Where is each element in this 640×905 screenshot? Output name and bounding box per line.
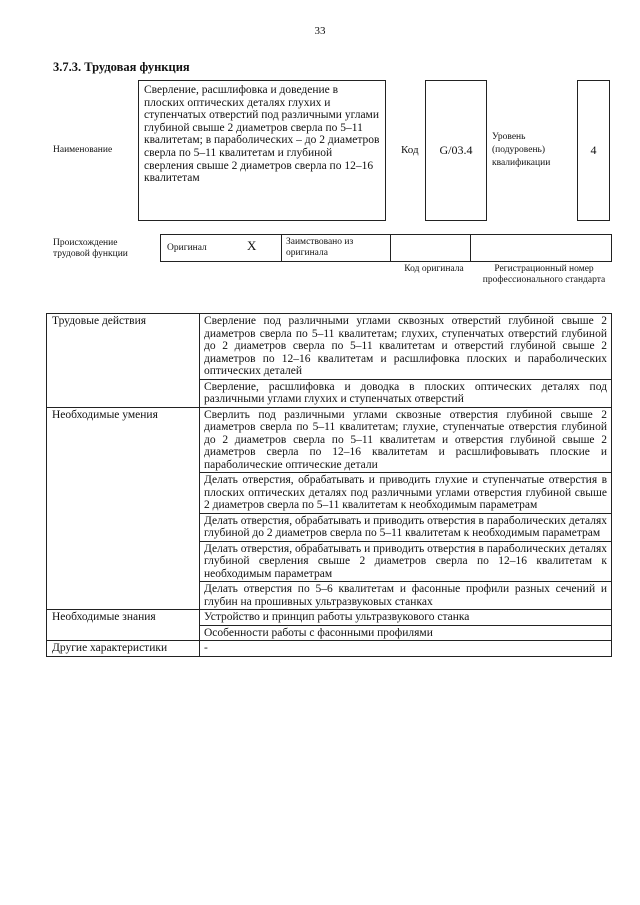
- section-heading: 3.7.3. Трудовая функция: [53, 60, 190, 74]
- table-row: [47, 314, 612, 380]
- category-cell: Необходимые умения: [47, 407, 200, 610]
- text-cell: Особенности работы с фасонными профилями: [200, 625, 612, 641]
- divider-1: [281, 235, 282, 261]
- text-cell: Делать отверстия по 5–6 квалитетам и фасонные профили разных сечений и глубин на прошивных ультразвуковых станках: [200, 582, 612, 610]
- text-cell: Сверление под различными углами сквозных отверстий глубиной свыше 2 диаметров сверла по 5–11 квалитетам; глухих, ступенчатых отверстий глубиной до 2 диаметров сверла по 5–11 квалитетам и отверстий глубиной свыше 2 диаметров по 12–16 квалитетам и расшлифовка плоских и параболических оптических деталей: [200, 314, 612, 380]
- text-cell: Сверление, расшлифовка и доводка в плоских оптических деталях под различными углами глухих и ступенчатых отверстий: [200, 379, 612, 407]
- original-mark: X: [247, 238, 257, 253]
- reg-number-label: Регистрационный номер профессионального стандарта: [482, 264, 606, 285]
- name-value: Сверление, расшлифовка и доведение в плоских оптических деталях глухих и ступенчатых отверстий под различными углами глубиной свыше 2 диаметров сверла по 5–11 квалитетам; в параболических – до 2 диаметров сверла по 5–11 квалитетам и глубиной сверления свыше 2 диаметров сверла по 12–16 квалитетам: [144, 84, 380, 185]
- category-cell: Трудовые действия: [47, 314, 200, 408]
- text-cell: -: [200, 641, 612, 657]
- name-label: Наименование: [53, 145, 113, 155]
- code-value: G/03.4: [439, 143, 473, 157]
- level-value: 4: [590, 143, 597, 157]
- origin-row: [160, 234, 612, 262]
- origin-label: Происхождение трудовой функции: [53, 238, 128, 259]
- borrowed-label: Заимствовано из оригинала: [286, 237, 354, 258]
- function-table: [46, 313, 612, 657]
- original-label: Оригинал: [167, 243, 207, 253]
- category-cell: Другие характеристики: [47, 641, 200, 657]
- text-cell: Сверлить под различными углами сквозные отверстия глубиной свыше 2 диаметров сверла по 5–11 квалитетам; глухие, ступенчатые отверстия глубиной до 2 диаметров сверла по 5–11 квалитетам и отверстия глубиной свыше 2 диаметров сверла по 12–16 квалитетам и расшлифовывать плоские и параболические оптические детали: [200, 407, 612, 473]
- text-cell: Делать отверстия, обрабатывать и приводить отверстия в параболических деталях глубиной до 2 диаметров сверла по 5–11 квалитетам к необходимым параметрам: [200, 513, 612, 541]
- code-label: Код: [401, 144, 419, 156]
- text-cell: Делать отверстия, обрабатывать и приводить отверстия в параболических деталях глубиной сверления свыше 2 диаметров сверла по 12–16 квалитетам к необходимым параметрам: [200, 541, 612, 582]
- table-row: [47, 641, 612, 657]
- divider-3: [470, 235, 471, 261]
- table-row: [47, 407, 612, 473]
- divider-2: [390, 235, 391, 261]
- name-box: [138, 80, 386, 221]
- category-cell: Необходимые знания: [47, 610, 200, 641]
- page-number: 33: [314, 25, 326, 37]
- code-box: [425, 80, 487, 221]
- table-row: [47, 610, 612, 626]
- level-label: Уровень (подуровень) квалификации: [492, 132, 551, 168]
- text-cell: Делать отверстия, обрабатывать и приводить глухие и ступенчатые отверстия в плоских оптических деталях под различными углами отверстия глубиной свыше 2 диаметров сверла по 5–11 квалитетам к необходимым параметрам: [200, 473, 612, 514]
- level-box: [577, 80, 610, 221]
- text-cell: Устройство и принцип работы ультразвукового станка: [200, 610, 612, 626]
- code-original-label: Код оригинала: [404, 264, 464, 274]
